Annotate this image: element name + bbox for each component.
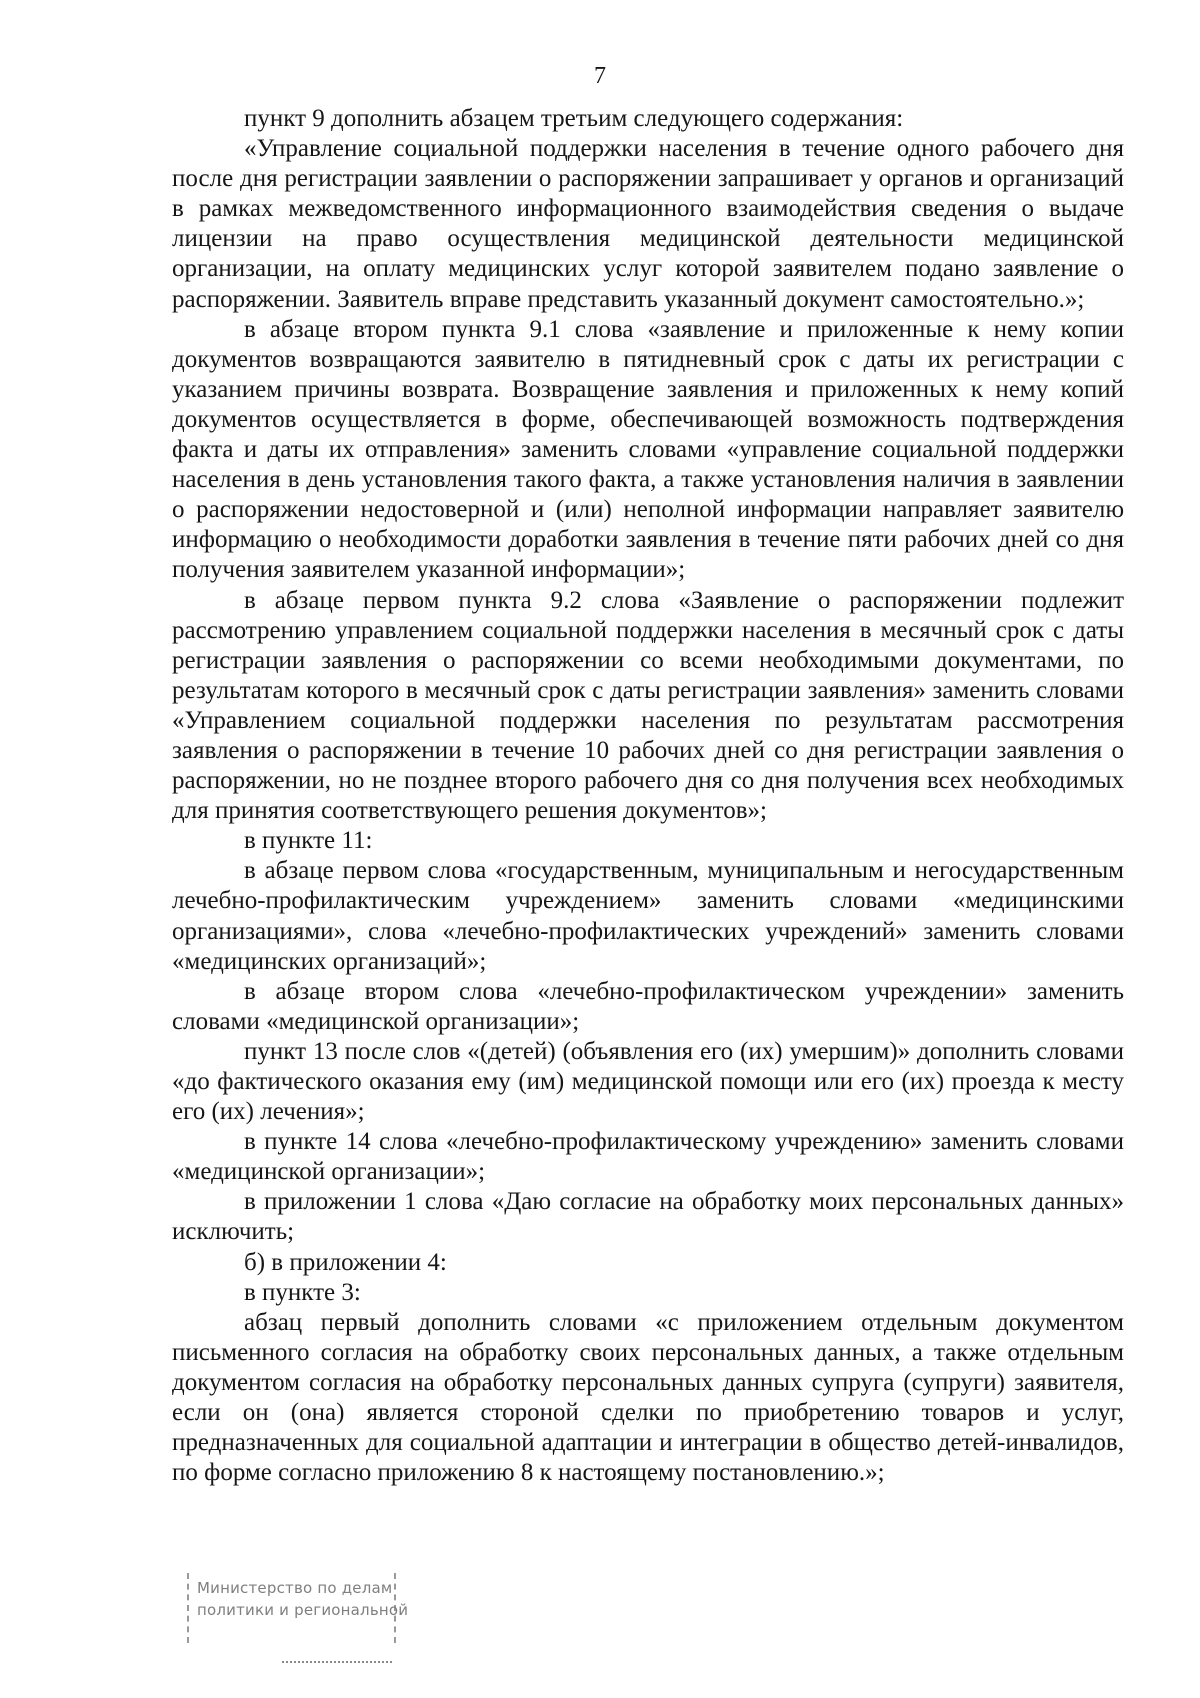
stamp-frame bbox=[187, 1573, 409, 1643]
paragraph-10: в приложении 1 слова «Даю согласие на обработку моих персональных данных» исключить; bbox=[172, 1188, 1124, 1246]
paragraph-13: абзац первый дополнить словами «с приложением отдельным документом письменного согласия на обработку своих персональных данных, а также отдельным документом согласия на обработку персональных данных супруга (супруги) заявителя, если он (она) является стороной сделки по приобретению товаров и услуг, предназначенных для социальной адаптации и интеграции в общество детей-инвалидов, по форме согласно приложению 8 к настоящему постановлению.»; bbox=[172, 1308, 1124, 1487]
paragraph-7: в абзаце втором слова «лечебно-профилактическом учреждении» заменить словами «медицинской организации»; bbox=[172, 977, 1124, 1035]
paragraph-2: «Управление социальной поддержки населения в течение одного рабочего дня после дня регистрации заявлении о распоряжении запрашивает у органов и организаций в рамках межведомственного информационного взаимодействия сведения о выдаче лицензии на право осуществления медицинской деятельности медицинской организации, на оплату медицинских услуг которой заявителем подано заявление о распоряжении. Заявитель вправе представить указанный документ самостоятельно.»; bbox=[172, 135, 1124, 313]
stamp-line-1: Министерство по делам bbox=[197, 1579, 393, 1597]
document-body bbox=[172, 104, 1124, 1488]
paragraph-5: в пункте 11: bbox=[244, 827, 373, 855]
stamp-line-2: политики и региональной bbox=[197, 1601, 409, 1619]
stamp-dotted-line bbox=[282, 1661, 392, 1663]
registration-stamp bbox=[187, 1573, 409, 1671]
paragraph-8: пункт 13 после слов «(детей) (объявления его (их) умершим)» дополнить словами «до фактического оказания ему (им) медицинской помощи или его (их) проезда к месту его (их) лечения»; bbox=[172, 1037, 1124, 1126]
paragraph-1: пункт 9 дополнить абзацем третьим следующего содержания: bbox=[244, 105, 904, 132]
paragraph-4: в абзаце первом пункта 9.2 слова «Заявление о распоряжении подлежит рассмотрению управлением социальной поддержки населения в месячный срок с даты регистрации заявления о распоряжении со всеми необходимыми документами, по результатам которого в месячный срок с даты регистрации заявления» заменить словами «Управлением социальной поддержки населения по результатам рассмотрения заявления о распоряжении в течение 10 рабочих дней со дня регистрации заявления о распоряжении, но не позднее второго рабочего дня со дня получения всех необходимых для принятия соответствующего решения документов»; bbox=[172, 586, 1124, 825]
paragraph-12: в пункте 3: bbox=[244, 1278, 361, 1306]
paragraph-6: в абзаце первом слова «государственным, муниципальным и негосударственным лечебно-профилактическим учреждением» заменить словами «медицинскими организациями», слова «лечебно-профилактических учреждений» заменить словами «медицинских организаций»; bbox=[172, 857, 1124, 975]
paragraph-11: б) в приложении 4: bbox=[244, 1248, 447, 1276]
paragraph-3: в абзаце втором пункта 9.1 слова «заявление и приложенные к нему копии документов возвращаются заявителю в пятидневный срок с даты их регистрации с указанием причины возврата. Возвращение заявления и приложенных к нему копий документов осуществляется в форме, обеспечивающей возможность подтверждения факта и даты их отправления» заменить словами «управление социальной поддержки населения в день установления такого факта, а также установления наличия в заявлении о распоряжении недостоверной и (или) неполной информации направляет заявителю информацию о необходимости доработки заявления в течение пяти рабочих дней со дня получения заявителем указанной информации»; bbox=[172, 315, 1124, 584]
page-number: 7 bbox=[594, 63, 606, 89]
paragraph-9: в пункте 14 слова «лечебно-профилактическому учреждению» заменить словами «медицинской организации»; bbox=[172, 1128, 1124, 1186]
